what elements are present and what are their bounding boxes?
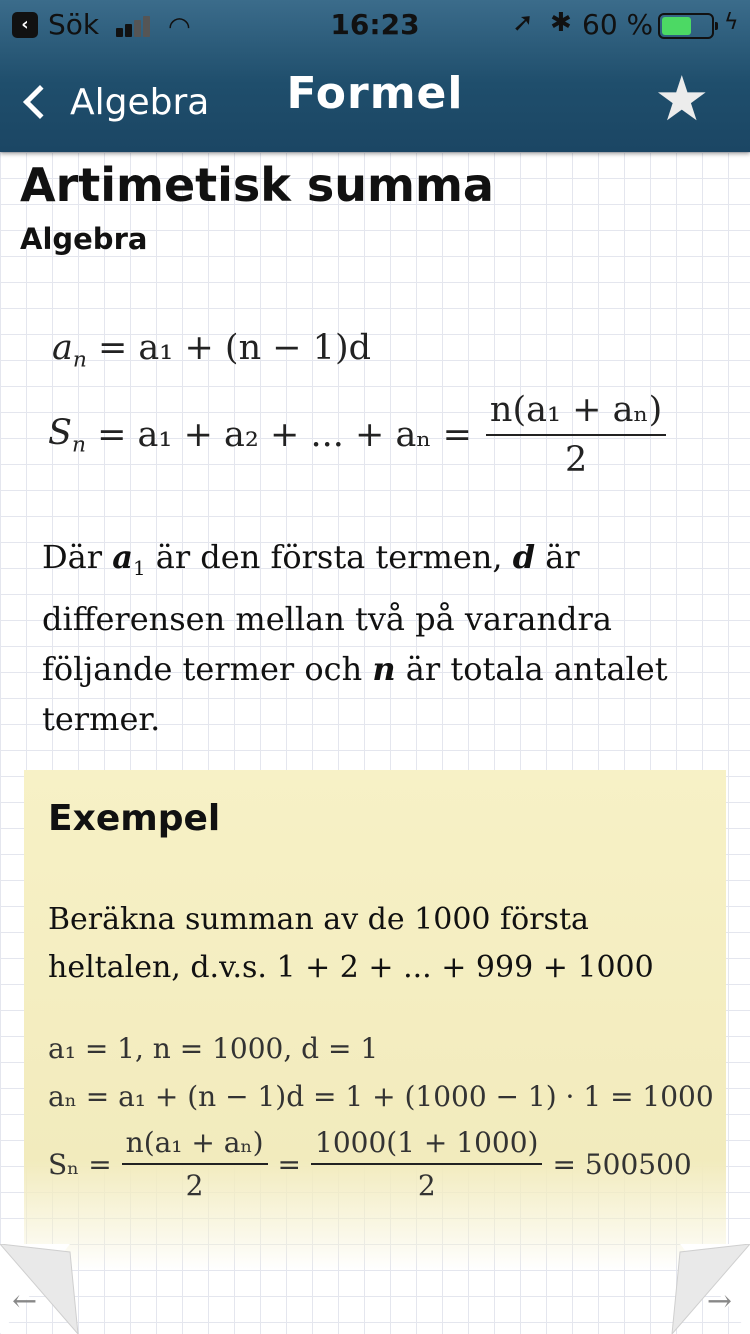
favorite-star-icon[interactable]: ★ [654, 62, 710, 135]
formula-category: Algebra [20, 222, 148, 256]
example-sum-result: = 500500 [552, 1147, 692, 1181]
example-nth-term: aₙ = a₁ + (n − 1)d = 1 + (1000 − 1) · 1 = 1000 [48, 1080, 714, 1113]
example-sum-equals: = [277, 1147, 301, 1181]
example-sum-numerator-1: n(a₁ + aₙ) [122, 1126, 268, 1165]
formula-title: Artimetisk summa [20, 158, 494, 212]
desc-text-4: är totala antalet termer. [42, 649, 668, 738]
formula-sum: $S_n$ = a₁ + a₂ + ... + aₙ = $\frac{\text{n(a₁ + aₙ)}}{2}$ [48, 390, 666, 480]
example-text: Beräkna summan av de 1000 första heltalen, d.v.s. 1 + 2 + ... + 999 + 1000 [48, 902, 654, 985]
formula-nth-term: $a_n = a_1 + (n - 1)d$ [52, 328, 372, 373]
example-sum-denominator-2: 2 [417, 1169, 436, 1202]
example-box [24, 770, 726, 1270]
arrow-right-icon: → [706, 1284, 732, 1319]
example-sum-numerator-2: 1000(1 + 1000) [311, 1126, 542, 1165]
example-title: Exempel [48, 798, 221, 839]
charging-icon: ϟ [724, 10, 739, 35]
formula-description: Där $a_1$ är den första termen, d är differensen mellan två på varandra följande termer och n är totala antalet termer. [42, 538, 668, 738]
battery-icon [658, 13, 714, 39]
desc-text-2: är den första termen, [155, 538, 503, 576]
example-sum-lhs: Sₙ = [48, 1147, 112, 1181]
example-sum-denominator-1: 2 [185, 1169, 204, 1202]
next-page-button[interactable] [630, 1244, 750, 1334]
bluetooth-icon: ✱ [550, 8, 572, 38]
formula-nth-term-rhs: = a₁ + (n − 1)d [97, 328, 372, 368]
desc-text-3: är differensen mellan två på varandra följande termer och [42, 538, 612, 688]
example-sum-fraction-2 [311, 1126, 542, 1202]
battery-percent: 60 % [582, 8, 654, 41]
example-given-values: a₁ = 1, n = 1000, d = 1 [48, 1032, 379, 1065]
example-sum [48, 1126, 692, 1202]
desc-text-1: Där [42, 538, 103, 576]
formula-sum-denominator: 2 [564, 440, 588, 480]
navigation-header [0, 0, 750, 152]
wifi-icon: ◠ [168, 12, 191, 42]
formula-sum-middle: = a₁ + a₂ + ... + aₙ = [97, 415, 472, 455]
formula-sum-numerator: n(a₁ + aₙ) [486, 390, 666, 436]
previous-page-button[interactable] [0, 1244, 120, 1334]
location-icon: ➚ [512, 8, 534, 38]
back-to-app-icon[interactable]: ‹ [12, 12, 38, 38]
back-button-label: Algebra [70, 81, 210, 123]
example-sum-fraction-1 [122, 1126, 268, 1202]
status-bar [0, 0, 750, 50]
page-title: Formel [286, 68, 464, 119]
status-time: 16:23 [330, 8, 420, 41]
back-to-app-label[interactable]: Sök [48, 8, 100, 41]
formula-nth-term-lhs: a [52, 328, 73, 368]
arrow-left-icon: ← [12, 1284, 38, 1319]
formula-sum-fraction [486, 390, 666, 480]
